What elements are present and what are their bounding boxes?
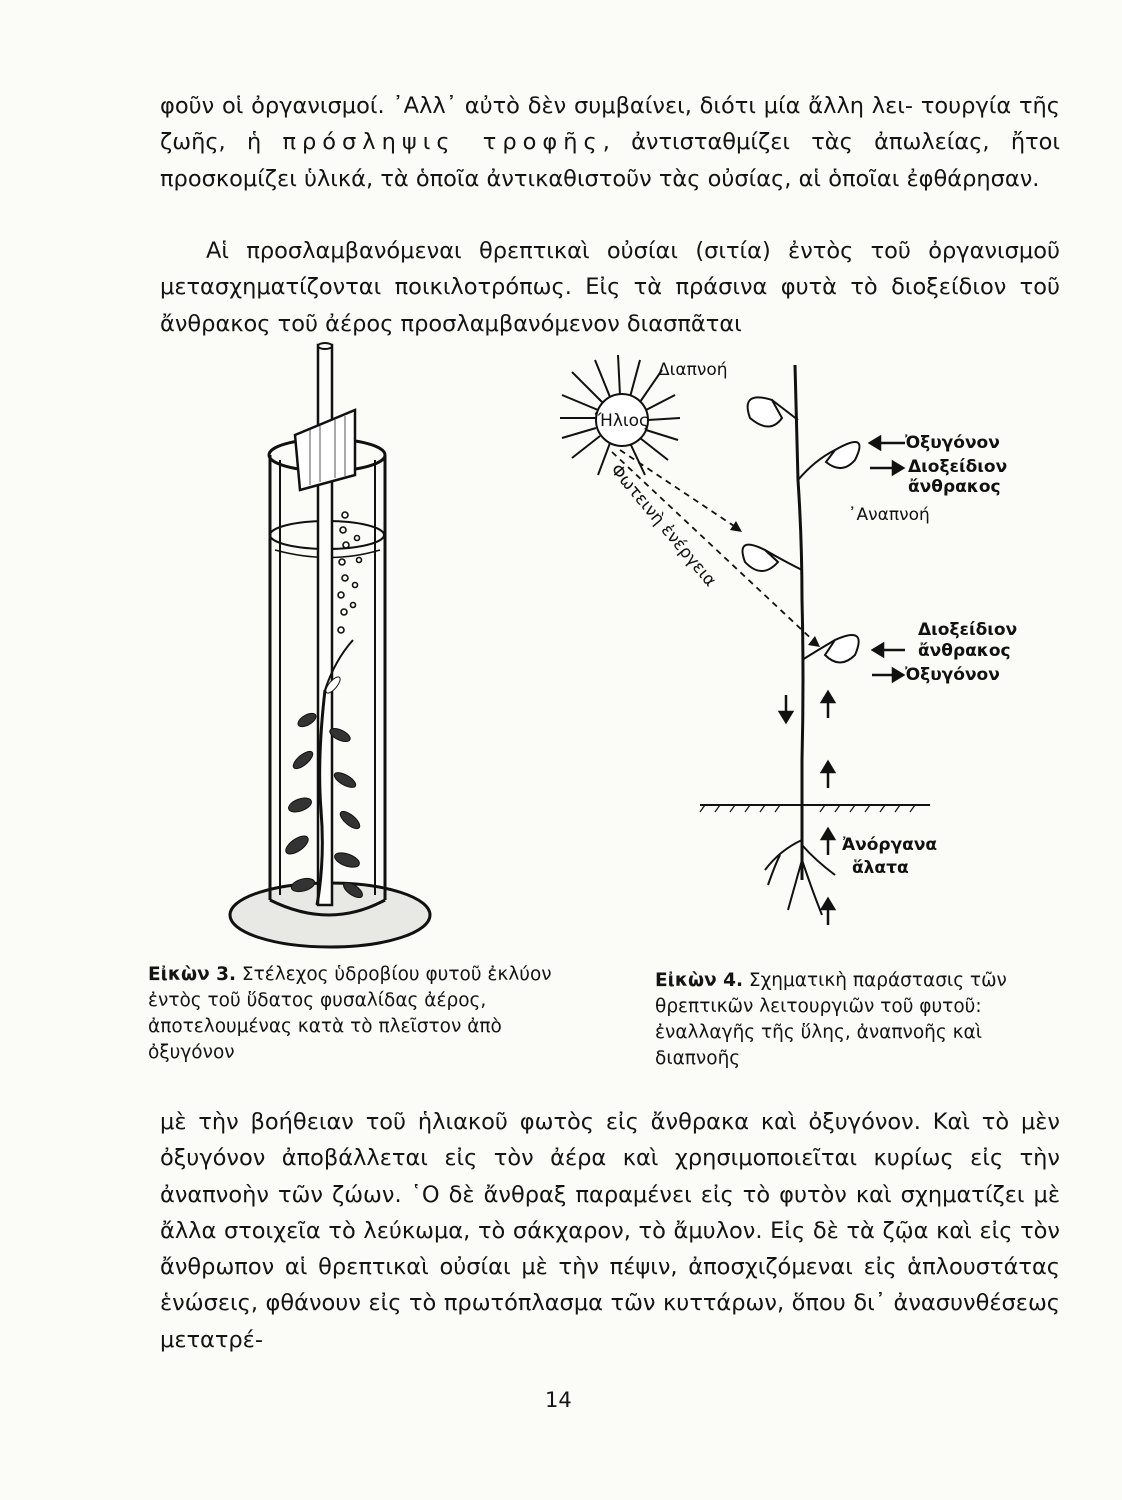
- page-number: 14: [545, 1388, 572, 1412]
- gas-arrows-bottom: [872, 644, 905, 681]
- tube-stopper: [295, 410, 355, 490]
- paragraph-1-line-2a: τουργία τῆς ζωῆς, ἡ: [160, 93, 1061, 156]
- figure-4-caption: [655, 968, 1065, 1072]
- figure-3-caption: [148, 962, 568, 1066]
- figure-4-label: Εἰκὼν 4.: [655, 970, 744, 991]
- figure-4-caption-text: Σχηματικὴ παράστασις τῶν θρεπτικῶν λειτουργιῶν τοῦ φυτοῦ: ἐναλλαγῆς τῆς ὕλης, ἀναπνοῆς καὶ διαπνοῆς: [655, 970, 1007, 1069]
- figure-4-illustration: [550, 340, 1018, 940]
- label-co2-bottom-2: ἄνθρακος: [918, 641, 1011, 661]
- figure-3-illustration: [225, 340, 435, 960]
- light-arrow-2: [612, 452, 818, 645]
- paragraph-1-line-1: φοῦν οἱ ὀργανισμοί. ᾿Αλλ᾿ αὐτὸ δὲν συμβαίνει, διότι μία ἄλλη λει-: [160, 93, 914, 119]
- air-bubbles: [338, 512, 362, 633]
- figure-3-caption-text: Στέλεχος ὑδροβίου φυτοῦ ἐκλύον ἐντὸς τοῦ ὕδατος φυσαλίδας ἀέρος, ἀποτελουμένας κατὰ τὸ πλεῖστον ἀπὸ ὀξυγόνον: [148, 964, 552, 1063]
- label-transpiration: Διαπνοή: [658, 360, 728, 380]
- label-minerals-1: Ἀνόργανα: [842, 835, 938, 855]
- emphasized-term: πρόσληψις τροφῆς: [282, 129, 603, 156]
- label-co2-top-2: ἄνθρακος: [908, 477, 1001, 497]
- figure-3-label: Εἰκὼν 3.: [148, 964, 237, 985]
- plant-stem: [795, 365, 803, 880]
- label-light-energy: Φωτεινὴ ἐνέργεια: [606, 460, 721, 591]
- label-co2-top-1: Διοξείδιον: [908, 457, 1008, 477]
- paragraph-1-line-2b: , ἀντισταθμίζει τὰς: [602, 129, 853, 156]
- label-co2-bottom-1: Διοξείδιον: [918, 620, 1018, 640]
- paragraph-2: Αἱ προσλαμβανόμεναι θρεπτικαὶ οὐσίαι (σιτία) ἐντὸς τοῦ ὀργανισμοῦ μετασχηματίζονται ποικιλοτρόπως. Εἰς τὰ πράσινα φυτὰ τὸ διοξείδιον τοῦ ἄνθρακος τοῦ ἀέρος προσλαμβανόμενον διασπᾶται: [160, 238, 1060, 337]
- gas-arrows-top: [870, 437, 905, 474]
- paragraph-1-rest: ἀπωλείας, ἤτοι προσκομίζει ὑλικά, τὰ ὁποῖα ἀντικαθιστοῦν τὰς οὐσίας, αἱ ὁποῖαι ἐφθάρησαν.: [160, 129, 1061, 192]
- label-minerals-2: ἅλατα: [852, 858, 909, 878]
- label-oxygen-bottom: Ὀξυγόνον: [905, 665, 1000, 685]
- paragraph-3: μὲ τὴν βοήθειαν τοῦ ἡλιακοῦ φωτὸς εἰς ἄνθρακα καὶ ὀξυγόνον. Καὶ τὸ μὲν ὀξυγόνον ἀποβάλλεται εἰς τὸν ἀέρα καὶ χρησιμοποιεῖται κυρίως εἰς τὴν ἀναπνοὴν τῶν ζώων. ῾Ο δὲ ἄνθραξ παραμένει εἰς τὸ φυτὸν καὶ σχηματίζει μὲ ἄλλα στοιχεῖα τὸ λεύκωμα, τὸ σάκχαρον, τὸ ἄμυλον. Εἰς δὲ τὰ ζῷα καὶ εἰς τὸν ἄνθρωπον αἱ θρεπτικαὶ οὐσίαι μὲ τὴν πέψιν, ἀποσχιζόμεναι εἰς ἁπλουστάτας ἑνώσεις, φθάνουν εἰς τὸ πρωτόπλασμα τῶν κυττάρων, ὅπου δι᾿ ἀνασυνθέσεως μετατρέ-: [160, 1109, 1060, 1353]
- paragraph-1: [160, 88, 1060, 197]
- label-sun: Ἥλιος: [594, 411, 650, 431]
- label-respiration: ᾿Αναπνοή: [848, 505, 930, 525]
- sap-flow-arrows: [780, 692, 834, 925]
- label-oxygen-top: Ὀξυγόνον: [905, 433, 1000, 453]
